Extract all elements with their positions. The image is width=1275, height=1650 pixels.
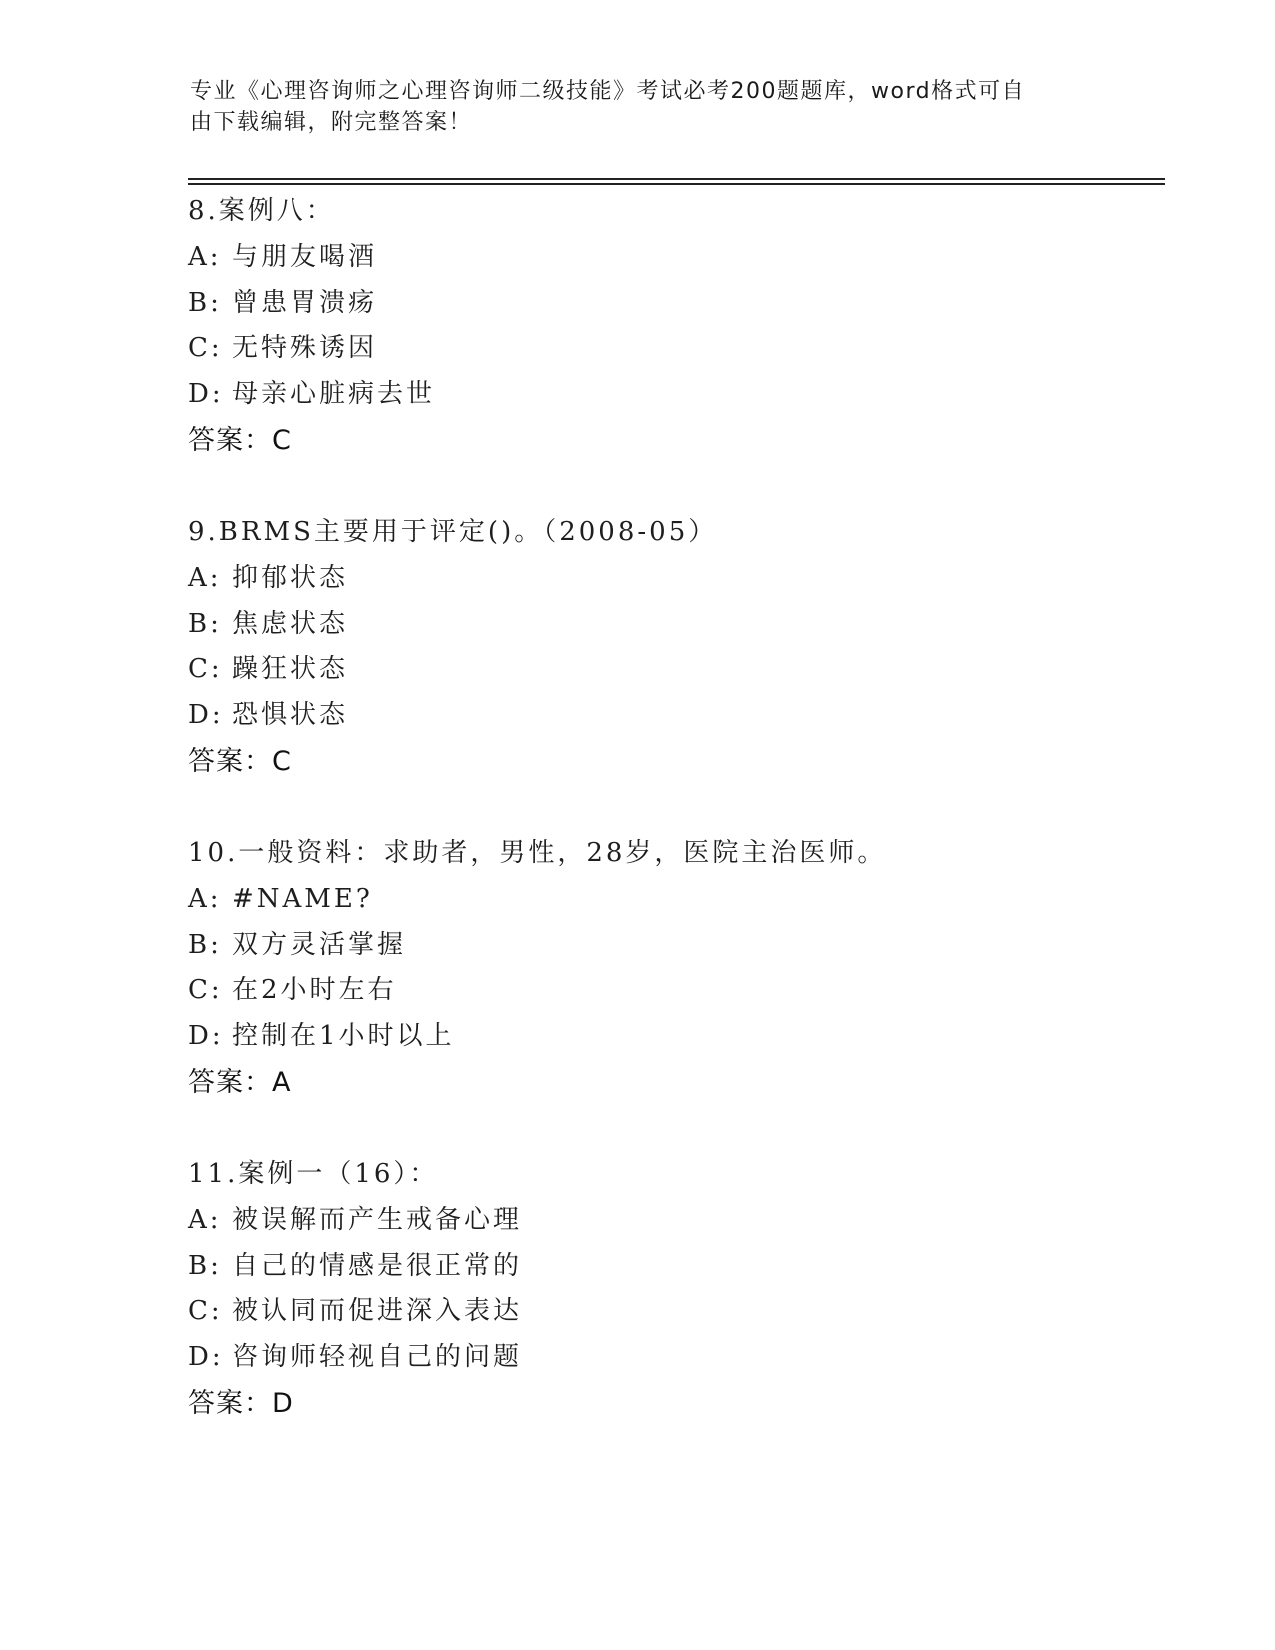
header-line-2: 由下载编辑，附完整答案！ [190, 110, 473, 135]
option-c [188, 326, 1148, 372]
option-text: #NAME? [232, 883, 373, 914]
option-key: D: [188, 1021, 224, 1052]
option-text: 母亲心脏病去世 [232, 379, 436, 410]
option-text: 在2小时左右 [232, 975, 397, 1006]
option-key: D: [188, 700, 224, 731]
question-block [188, 510, 1148, 785]
header-divider-bottom [188, 183, 1165, 185]
option-b [188, 281, 1148, 327]
option-text: 咨询师轻视自己的问题 [232, 1342, 523, 1373]
option-d [188, 693, 1148, 739]
option-key: A: [188, 883, 222, 914]
option-b [188, 923, 1148, 969]
option-text: 无特殊诱因 [232, 333, 378, 364]
option-b [188, 1244, 1148, 1290]
option-d [188, 1335, 1148, 1381]
option-c [188, 647, 1148, 693]
option-key: A: [188, 562, 222, 593]
option-text: 恐惧状态 [232, 700, 349, 731]
option-text: 自己的情感是很正常的 [232, 1250, 523, 1281]
option-text: 焦虑状态 [232, 608, 349, 639]
option-text: 双方灵活掌握 [232, 929, 407, 960]
option-key: B: [188, 1250, 222, 1281]
question-title: 9.BRMS主要用于评定()。（2008-05） [188, 517, 718, 547]
option-b [188, 602, 1148, 648]
option-a [188, 877, 1148, 923]
option-text: 抑郁状态 [232, 562, 349, 593]
answer-line: 答案：D [188, 1387, 294, 1419]
option-key: C: [188, 333, 223, 364]
header-line-1: 专业《心理咨询师之心理咨询师二级技能》考试必考200题题库，word格式可自 [190, 79, 1026, 104]
answer-line: 答案：C [188, 745, 292, 777]
option-c [188, 968, 1148, 1014]
question-block [188, 831, 1148, 1106]
option-text: 躁狂状态 [232, 654, 349, 685]
option-key: D: [188, 379, 224, 410]
option-text: 被认同而促进深入表达 [232, 1296, 523, 1327]
option-a [188, 1198, 1148, 1244]
option-key: B: [188, 608, 222, 639]
option-key: B: [188, 287, 222, 318]
option-d [188, 1014, 1148, 1060]
question-title: 10.一般资料：求助者，男性，28岁，医院主治医师。 [188, 838, 887, 868]
option-text: 曾患胃溃疡 [232, 287, 378, 318]
option-key: C: [188, 654, 223, 685]
option-key: C: [188, 975, 223, 1006]
option-c [188, 1289, 1148, 1335]
question-block [188, 189, 1148, 464]
option-key: D: [188, 1342, 224, 1373]
option-text: 被误解而产生戒备心理 [232, 1204, 523, 1235]
option-a [188, 235, 1148, 281]
question-block [188, 1152, 1148, 1427]
option-text: 控制在1小时以上 [232, 1021, 455, 1052]
option-key: B: [188, 929, 222, 960]
option-d [188, 372, 1148, 418]
question-title: 8.案例八： [188, 196, 335, 226]
option-key: A: [188, 241, 222, 272]
question-title: 11.案例一（16）： [188, 1159, 439, 1189]
option-key: A: [188, 1204, 222, 1235]
option-key: C: [188, 1296, 223, 1327]
option-a [188, 556, 1148, 602]
header-divider-top [188, 178, 1165, 180]
option-text: 与朋友喝酒 [232, 241, 378, 272]
answer-line: 答案：A [188, 1066, 292, 1098]
answer-line: 答案：C [188, 424, 292, 456]
document-header [190, 76, 1080, 138]
